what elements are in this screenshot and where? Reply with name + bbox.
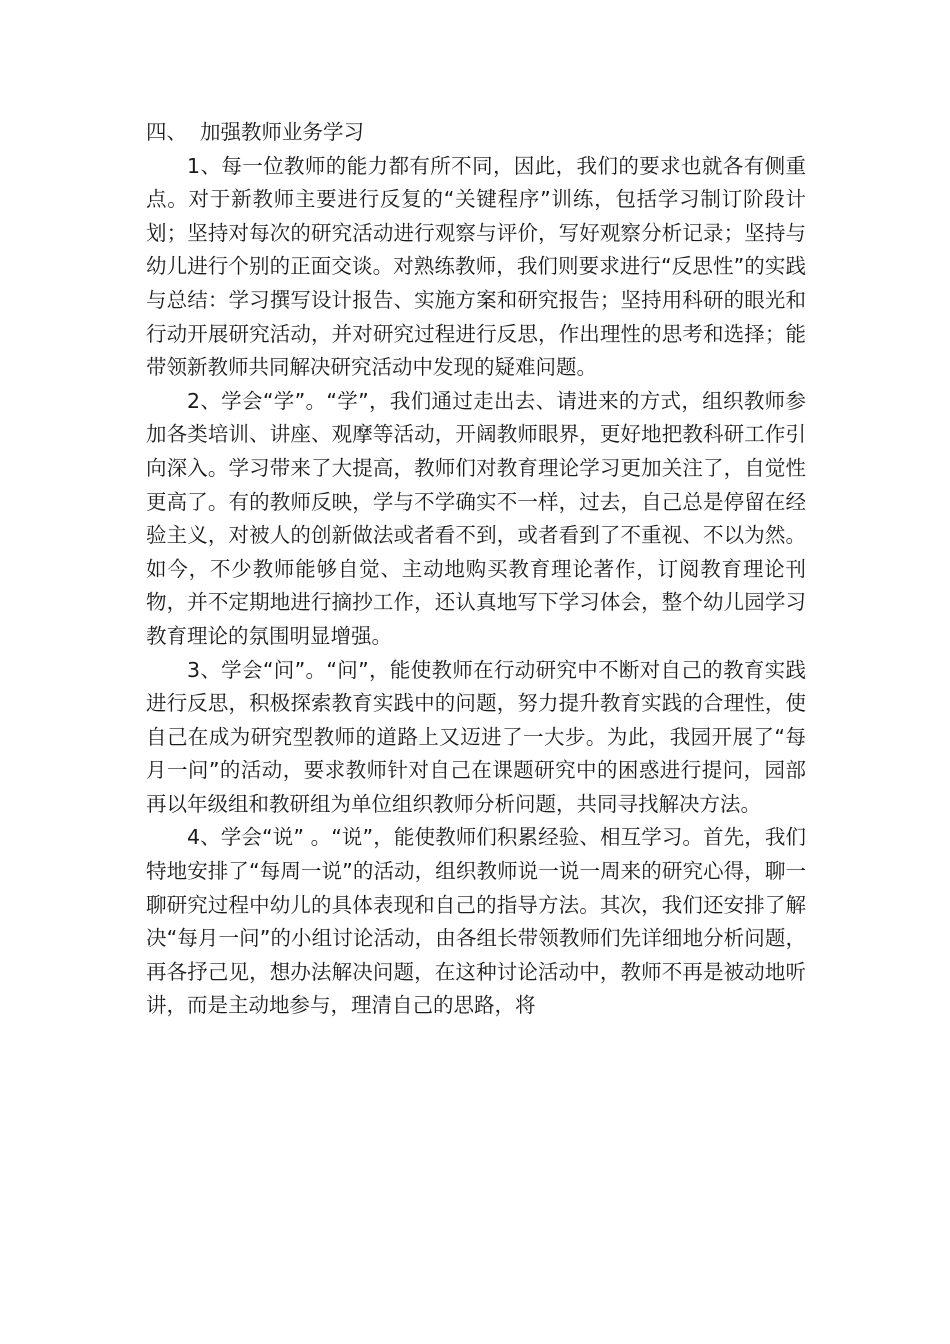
paragraph-2: 2、学会“学”。“学”，我们通过走出去、请进来的方式，组织教师参加各类培训、讲座、观摩等活动，开阔教师眼界，更好地把教科研工作引向深入。学习带来了大提高，教师们对教育理论学习更加关注了，自觉性更高了。有的教师反映，学与不学确实不一样，过去，自己总是停留在经验主义，对被人的创新做法或者看不到，或者看到了不重视、不以为然。如今，不少教师能够自觉、主动地购买教育理论著作，订阅教育理论刊物，并不定期地进行摘抄工作，还认真地写下学习体会，整个幼儿园学习教育理论的氛围明显增强。 <box>146 388 806 648</box>
paragraph-1: 1、每一位教师的能力都有所不同，因此，我们的要求也就各有侧重点。对于新教师主要进行反复的“关键程序”训练，包括学习制订阶段计划；坚持对每次的研究活动进行观察与评价，写好观察分析记录；坚持与幼儿进行个别的正面交谈。对熟练教师，我们则要求进行“反思性”的实践与总结：学习撰写设计报告、实施方案和研究报告；坚持用科研的眼光和行动开展研究活动，并对研究过程进行反思，作出理性的思考和选择；能带领新教师共同解决研究活动中发现的疑难问题。 <box>146 153 806 380</box>
paragraph-3: 3、学会“问”。“问”，能使教师在行动研究中不断对自己的教育实践进行反思，积极探索教育实践中的问题，努力提升教育实践的合理性，使自己在成为研究型教师的道路上又迈进了一大步。为此，我园开展了“每月一问”的活动，要求教师针对自己在课题研究中的困惑进行提问，园部再以年级组和教研组为单位组织教师分析问题，共同寻找解决方法。 <box>146 657 806 816</box>
paragraph-4: 4、学会“说” 。“说”，能使教师们积累经验、相互学习。首先，我们特地安排了“每周一说”的活动，组织教师说一说一周来的研究心得，聊一聊研究过程中幼儿的具体表现和自己的指导方法。其次，我们还安排了解决“每月一问”的小组讨论活动，由各组长带领教师们先详细地分析问题，再各抒己见，想办法解决问题，在这种讨论活动中，教师不再是被动地听讲，而是主动地参与，理清自己的思路，将 <box>146 825 806 1018</box>
section-heading: 四、 加强教师业务学习 <box>146 120 365 144</box>
document-body <box>146 116 806 1023</box>
